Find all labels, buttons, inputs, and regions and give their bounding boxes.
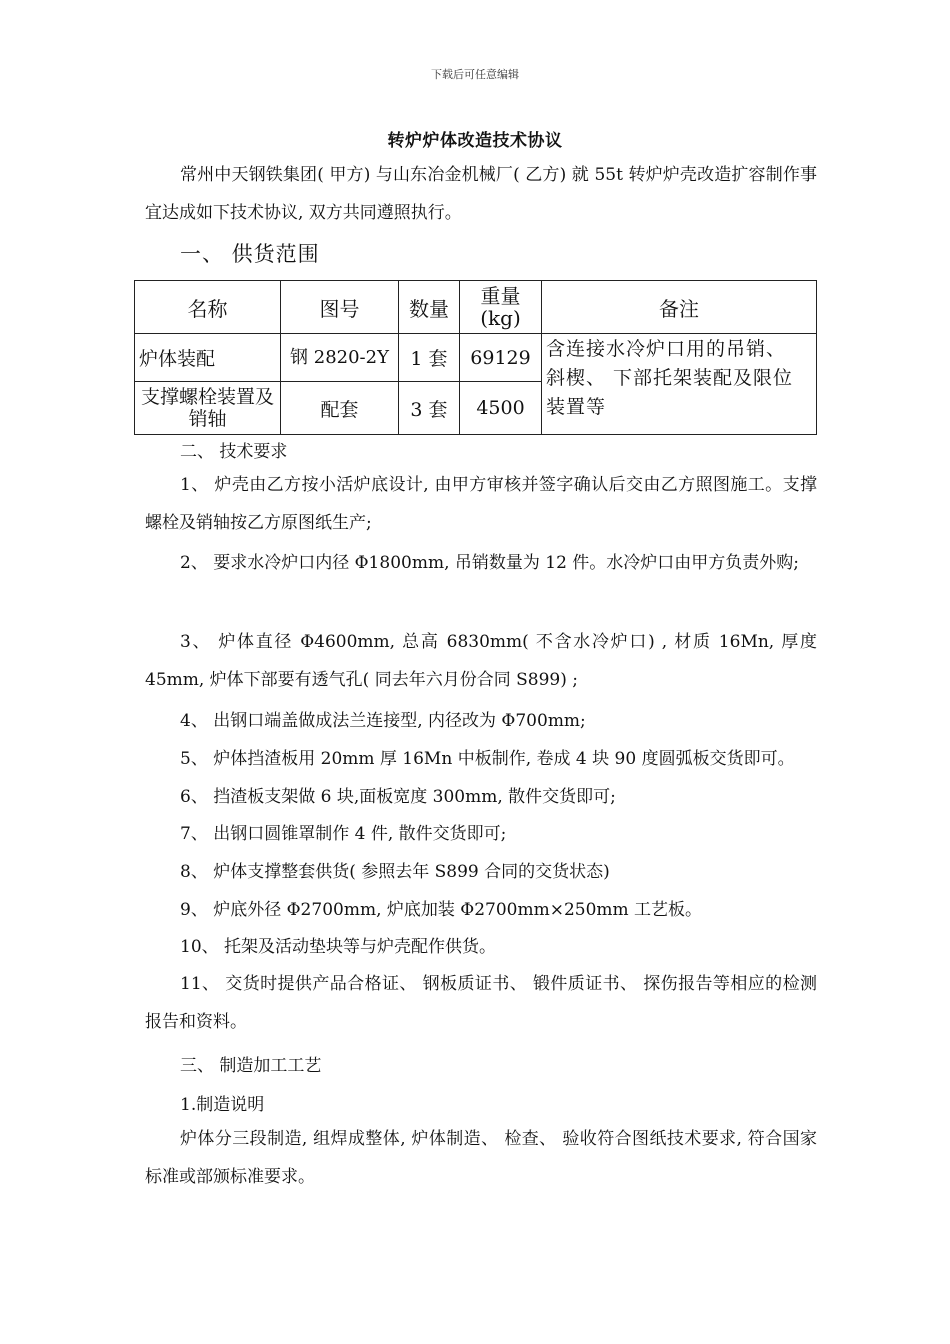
- header-weight: [460, 281, 542, 334]
- requirement-item-6: 6、 挡渣板支架做 6 块,面板宽度 300mm, 散件交货即可;: [180, 787, 616, 807]
- requirement-item-5: 5、 炉体挡渣板用 20mm 厚 16Mn 中板制作, 卷成 4 块 90 度圆弧板交货即可。: [180, 749, 795, 769]
- cell-qty: 3 套: [399, 382, 460, 435]
- cell-drawing: 配套: [281, 382, 399, 435]
- manufacturing-notes-paragraph: 炉体分三段制造, 组焊成整体, 炉体制造、 检查、 验收符合图纸技术要求, 符合国家标准或部颁标准要求。: [145, 1129, 817, 1187]
- cell-name: 支撑螺栓装置及销轴: [135, 382, 281, 435]
- section-1-heading: 一、 供货范围: [180, 242, 320, 266]
- requirement-item-3: 3、 炉体直径 Φ4600mm, 总高 6830mm( 不含水冷炉口) , 材质 16Mn, 厚度 45mm, 炉体下部要有透气孔( 同去年六月份合同 S899) ;: [145, 632, 817, 690]
- header-quantity: 数量: [399, 281, 460, 334]
- requirement-item-2: 2、 要求水冷炉口内径 Φ1800mm, 吊销数量为 12 件。水冷炉口由甲方负责外购;: [180, 553, 800, 573]
- requirement-item-10: 10、 托架及活动垫块等与炉壳配作供货。: [180, 937, 497, 957]
- header-drawing-no: 图号: [281, 281, 399, 334]
- header-weight-unit: (kg): [480, 306, 521, 330]
- section-2-heading: 二、 技术要求: [180, 442, 288, 462]
- document-title: 转炉炉体改造技术协议: [387, 131, 563, 151]
- header-weight-label: 重量: [480, 284, 521, 308]
- intro-paragraph: 常州中天钢铁集团( 甲方) 与山东冶金机械厂( 乙方) 就 55t 转炉炉壳改造扩容制作事宜达成如下技术协议, 双方共同遵照执行。: [145, 165, 817, 223]
- requirement-item-1: 1、 炉壳由乙方按小活炉底设计, 由甲方审核并签字确认后交由乙方照图施工。支撑螺栓及销轴按乙方原图纸生产;: [145, 475, 817, 533]
- requirement-item-9: 9、 炉底外径 Φ2700mm, 炉底加装 Φ2700mm×250mm 工艺板。: [180, 900, 703, 920]
- section-3-heading: 三、 制造加工工艺: [180, 1056, 322, 1076]
- cell-name: 炉体装配: [135, 334, 281, 382]
- cell-qty: 1 套: [399, 334, 460, 382]
- cell-weight: 4500: [460, 382, 542, 435]
- cell-drawing: 钢 2820-2Y: [281, 334, 399, 382]
- supply-scope-table: [134, 280, 817, 435]
- cell-weight: 69129: [460, 334, 542, 382]
- page-header-note: 下载后可任意编辑: [431, 68, 519, 81]
- header-remark: 备注: [542, 281, 817, 334]
- requirement-item-11: 11、 交货时提供产品合格证、 钢板质证书、 锻件质证书、 探伤报告等相应的检测报告和资料。: [145, 974, 817, 1032]
- table-header-row: [135, 281, 817, 334]
- header-name: 名称: [135, 281, 281, 334]
- subsection-manufacturing-notes: 1.制造说明: [180, 1095, 265, 1115]
- cell-remark: 含连接水冷炉口用的吊销、 斜楔、 下部托架装配及限位装置等: [542, 334, 817, 435]
- requirement-item-8: 8、 炉体支撑整套供货( 参照去年 S899 合同的交货状态): [180, 862, 610, 882]
- requirement-item-7: 7、 出钢口圆锥罩制作 4 件, 散件交货即可;: [180, 824, 507, 844]
- table-row: [135, 334, 817, 382]
- requirement-item-4: 4、 出钢口端盖做成法兰连接型, 内径改为 Φ700mm;: [180, 711, 586, 731]
